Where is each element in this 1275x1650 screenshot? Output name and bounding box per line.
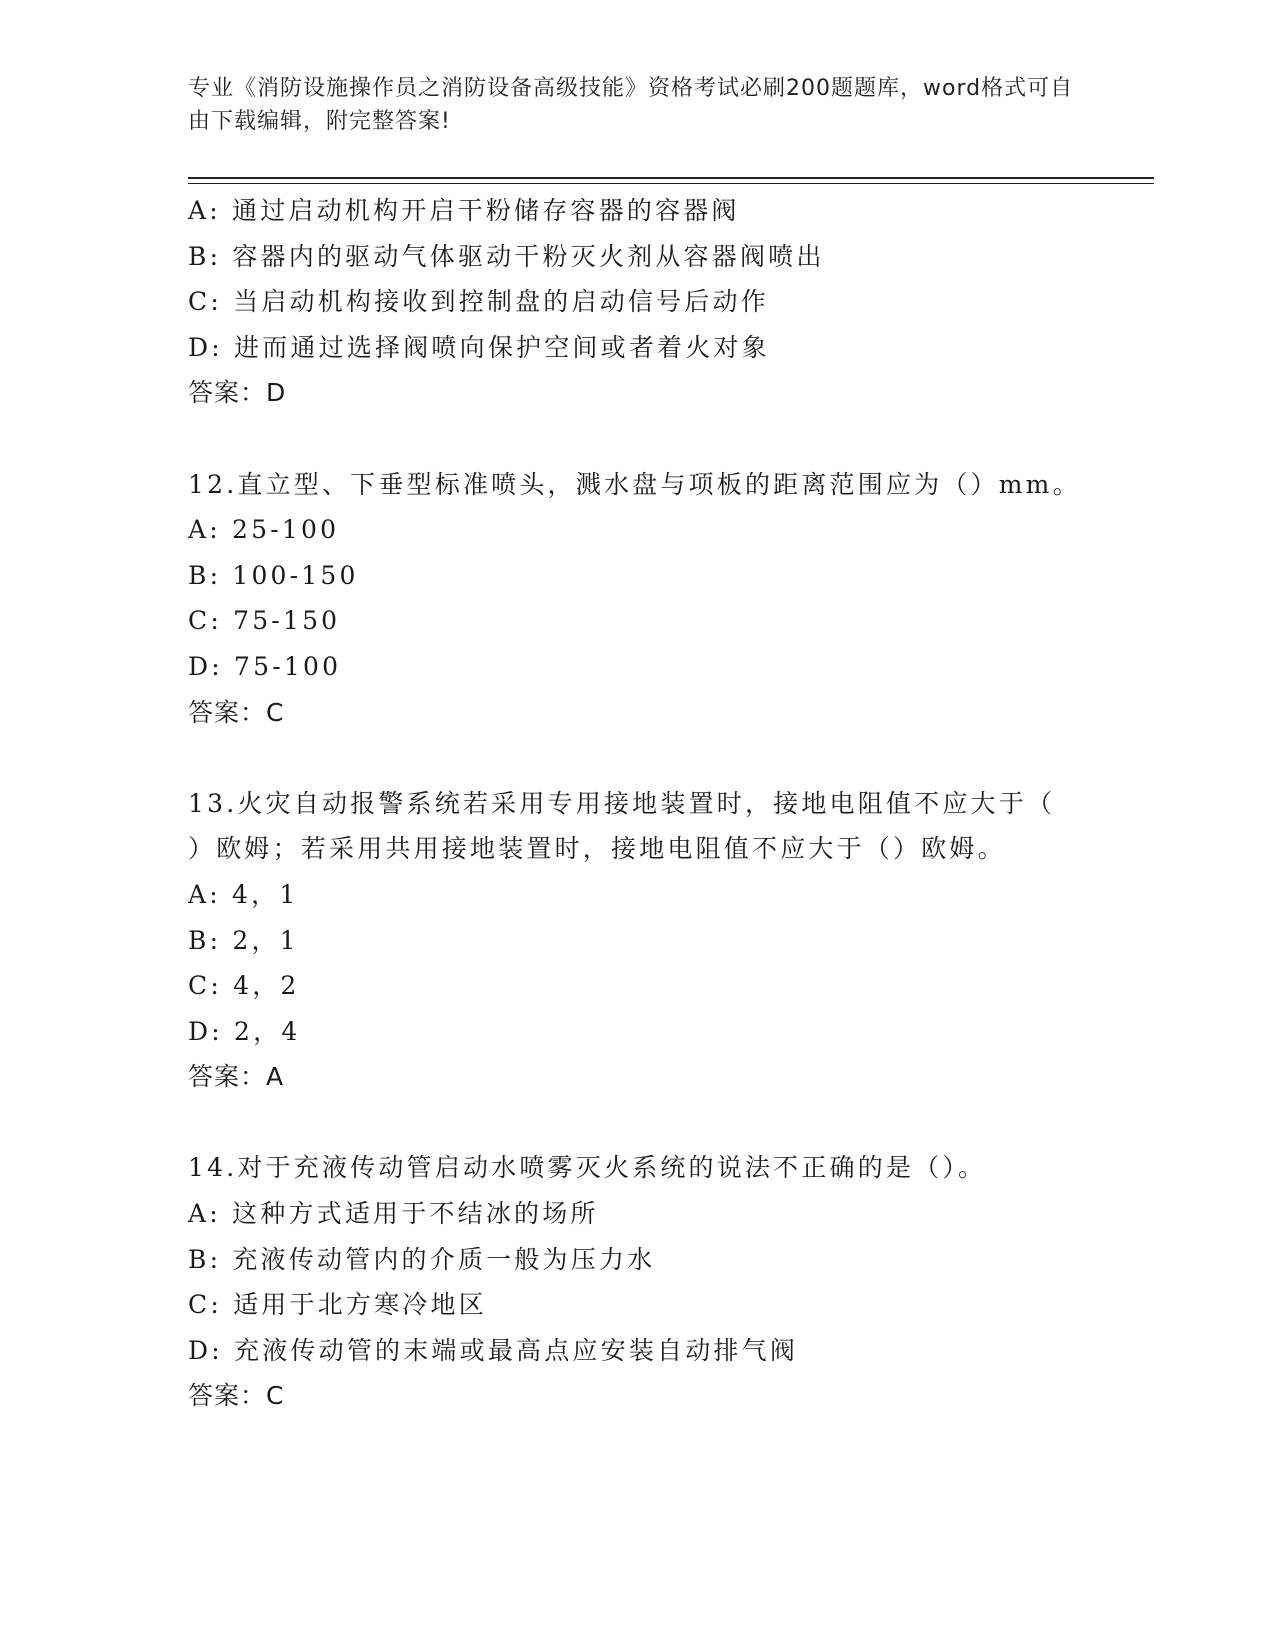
answer: 答案：C xyxy=(188,1381,285,1411)
spacer xyxy=(188,416,1154,462)
document-header: 专业《消防设施操作员之消防设备高级技能》资格考试必刷200题题库，word格式可自由下载编辑，附完整答案! xyxy=(188,76,1074,134)
question-11-fragment xyxy=(188,188,1154,416)
option-c: C: 适用于北方寒冷地区 xyxy=(188,1290,487,1320)
question-stem-continued: ）欧姆；若采用共用接地装置时，接地电阻值不应大于（）欧姆。 xyxy=(188,834,1006,864)
option-d: D: 进而通过选择阀喷向保护空间或者着火对象 xyxy=(188,332,770,362)
answer: 答案：A xyxy=(188,1062,285,1092)
option-a: A: 4，1 xyxy=(188,879,299,909)
question-stem: 13.火灾自动报警系统若采用专用接地装置时，接地电阻值不应大于（ xyxy=(188,788,1056,818)
question-14 xyxy=(188,1145,1154,1419)
spacer xyxy=(188,1100,1154,1146)
option-d: D: 2，4 xyxy=(188,1016,301,1046)
option-a: A: 25-100 xyxy=(188,515,340,545)
header-rule-thin xyxy=(188,183,1154,184)
option-c: C: 4，2 xyxy=(188,971,300,1001)
question-stem: 14.对于充液传动管启动水喷雾灭火系统的说法不正确的是（）。 xyxy=(188,1153,987,1183)
answer: 答案：D xyxy=(188,378,287,408)
option-b: B: 容器内的驱动气体驱动干粉灭火剂从容器阀喷出 xyxy=(188,241,825,271)
option-d: D: 充液传动管的末端或最高点应安装自动排气阀 xyxy=(188,1335,799,1365)
option-a: A: 通过启动机构开启干粉储存容器的容器阀 xyxy=(188,196,740,225)
spacer xyxy=(188,735,1154,781)
option-b: B: 充液传动管内的介质一般为压力水 xyxy=(188,1244,656,1274)
header-rule-thick xyxy=(188,177,1154,179)
option-d: D: 75-100 xyxy=(188,651,342,681)
option-c: C: 75-150 xyxy=(188,606,341,636)
question-13 xyxy=(188,781,1154,1100)
option-c: C: 当启动机构接收到控制盘的启动信号后动作 xyxy=(188,287,769,317)
question-content xyxy=(188,188,1154,1419)
question-12 xyxy=(188,462,1154,736)
answer: 答案：C xyxy=(188,697,285,727)
option-a: A: 这种方式适用于不结冰的场所 xyxy=(188,1199,599,1229)
option-b: B: 2，1 xyxy=(188,925,299,955)
question-stem: 12.直立型、下垂型标准喷头，溅水盘与项板的距离范围应为（）mm。 xyxy=(188,469,1081,499)
option-b: B: 100-150 xyxy=(188,560,359,590)
